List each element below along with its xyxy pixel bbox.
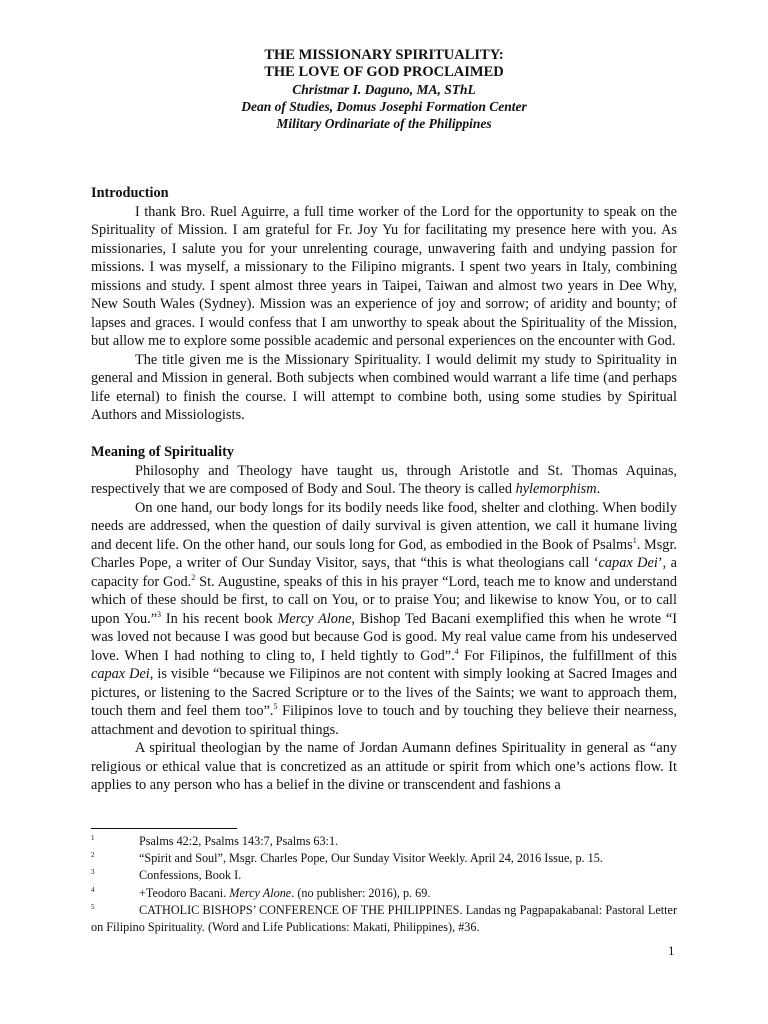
document-header	[0, 47, 768, 132]
footnote-item: 5 CATHOLIC BISHOPS’ CONFERENCE OF THE PHILIPPINES. Landas ng Pagpapakabanal: Pastoral Letter on Filipino Spirituality. (Word and Life Publications: Makati, Philippines), #36.	[91, 902, 677, 935]
footnote-ref[interactable]: 1	[632, 535, 637, 545]
footnote-item: 4 +Teodoro Bacani. Mercy Alone. (no publisher: 2016), p. 69.	[91, 885, 431, 900]
meaning-paragraph-2: On one hand, our body longs for its bodily needs like food, shelter and clothing. When bodily needs are addressed, when the question of daily survival is given attention, we call it humane living and decent life. On the other hand, our souls long for God, as embodied in the Book of Psalms$^1$. Msgr. Charles Pope, a writer of Our Sunday Visitor, says, that “this is what theologians call ‘capax Dei’, a capacity for God.$^2$ St. Augustine, speaks of this in his prayer “Lord, teach me to know and understand which of these should be first, to call on You, or to praise You; and likewise to know You, or to call upon You.”$^3$ In his recent book Mercy Alone, Bishop Ted Bacani exemplified this when he wrote “I was loved not because I was good but because God is good. My real value came from his undeserved love. When I had nothing to cling to, I held tightly to God”.$^4$ For Filipinos, the fulfillment of this capax Dei, is visible “because we Filipinos are not content with simply looking at Sacred Images and pictures, or listening to the Sacred Scripture or to the lives of the Saints; we want to approach them, touch them and feel them too”.$^5$ Filipinos love to touch and by touching they believe their nearness, attachment and devotion to spiritual things.	[91, 499, 678, 738]
title-line-2: THE LOVE OF GOD PROCLAIMED	[264, 64, 504, 80]
document-body	[91, 184, 677, 795]
footnote-ref[interactable]: 4	[454, 646, 459, 656]
meaning-paragraph-3: A spiritual theologian by the name of Jordan Aumann defines Spirituality in general as “any religious or ethical value that is concretized as an attitude or spirit from which one’s actions flow. It applies to any person who has a belief in the divine or transcendent and fashions a	[91, 740, 677, 793]
meaning-paragraph-1: Philosophy and Theology have taught us, through Aristotle and St. Thomas Aquinas, respectively that we are composed of Body and Soul. The theory is called hylemorphism.	[91, 462, 677, 497]
page-number: 1	[668, 943, 675, 958]
intro-paragraph-1: I thank Bro. Ruel Aguirre, a full time worker of the Lord for the opportunity to speak on the Spirituality of Mission. I am grateful for Fr. Joy Yu for facilitating my presence here with you. As missionaries, I salute you for your unrelenting courage, unwavering faith and undying passion for missions. I was myself, a missionary to the Filipino migrants. I spent two years in Italy, combining missions and study. I spent almost three years in Taipei, Taiwan and almost two years in Dee Why, New South Wales (Sydney). Mission was an experience of joy and sorrow; of aridity and bounty; of lapses and graces. I would confess that I am unworthy to speak about the Spirituality of the Mission, but allow me to explore some possible academic and personal experiences on the encounter with God.	[91, 203, 677, 349]
footnote-ref[interactable]: 2	[191, 572, 196, 582]
footnote-item: 2 “Spirit and Soul”, Msgr. Charles Pope, Our Sunday Visitor Weekly. April 24, 2016 Issue, p. 15.	[91, 851, 603, 866]
footnote-divider	[91, 828, 237, 829]
footnote-item: 1 Psalms 42:2, Psalms 143:7, Psalms 63:1.	[91, 834, 339, 848]
footnote-ref[interactable]: 5	[273, 702, 278, 712]
section-heading-meaning: Meaning of Spirituality	[91, 444, 234, 460]
author-name: Christmar I. Daguno, MA, SThL	[292, 82, 476, 97]
title-line-1: THE MISSIONARY SPIRITUALITY:	[264, 47, 504, 63]
author-organization: Military Ordinariate of the Philippines	[276, 116, 492, 131]
intro-paragraph-2: The title given me is the Missionary Spirituality. I would delimit my study to Spirituality in general and Mission in general. Both subjects when combined would warrant a life time (and perhaps life eternal) to finish the course. I will attempt to combine both, using some studies by Spiritual Authors and Missiologists.	[91, 351, 677, 423]
author-position: Dean of Studies, Domus Josephi Formation Center	[241, 99, 527, 114]
section-heading-introduction: Introduction	[91, 185, 169, 201]
footnotes	[91, 833, 677, 936]
footnote-item: 3 Confessions, Book I.	[91, 868, 242, 883]
footnote-ref[interactable]: 3	[157, 609, 162, 619]
